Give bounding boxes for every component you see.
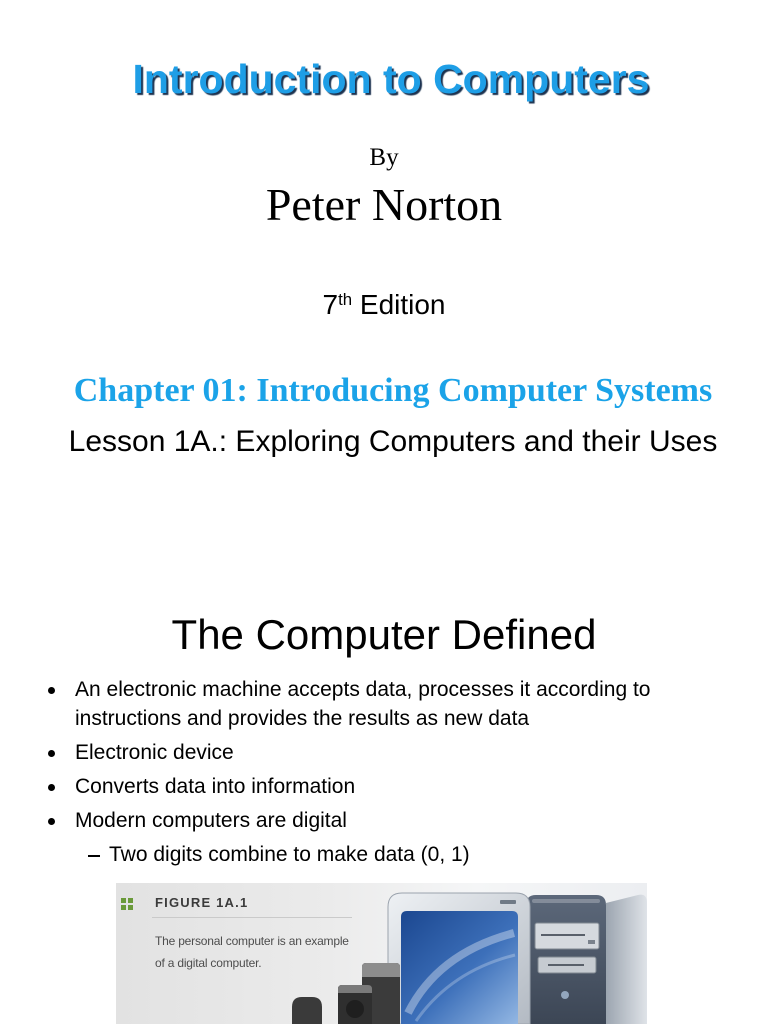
bullet-list (75, 675, 700, 874)
by-label: By (369, 144, 399, 171)
edition-line (0, 288, 768, 322)
bullet-item (75, 738, 700, 767)
edition-suffix: th (338, 289, 353, 309)
bullet-text: Electronic device (75, 741, 234, 764)
figure-caption-line: of a digital computer. (155, 956, 262, 970)
edition-label: Edition (359, 289, 446, 320)
speaker-back-top (362, 963, 400, 977)
figure-caption-line: The personal computer is an example (155, 934, 349, 948)
tower-top-highlight (532, 899, 600, 903)
bullet-text: An electronic machine accepts data, processes it according to instructions and provides the results as new data (75, 678, 651, 730)
bullet-dot-icon (48, 750, 55, 757)
bullet-dot-icon (48, 784, 55, 791)
figure-label: FIGURE 1A.1 (155, 895, 249, 910)
sub-bullet-dash-icon (88, 855, 100, 857)
speaker-grille (346, 1000, 364, 1018)
sub-bullet-text: Two digits combine to make data (0, 1) (109, 843, 470, 866)
optical-drive-slot (541, 934, 585, 936)
slide-heading: The Computer Defined (171, 611, 597, 658)
chapter-title: Chapter 01: Introducing Computer Systems (73, 372, 713, 409)
sub-bullet-list (109, 840, 700, 869)
bullet-item (75, 675, 700, 733)
power-button (561, 991, 569, 999)
tower-side (606, 895, 647, 1024)
figure-rule (152, 917, 352, 918)
edition-number: 7 (322, 289, 339, 320)
bullet-dot-icon (48, 818, 55, 825)
bullet-text: Modern computers are digital (75, 809, 347, 832)
floppy-drive-slot (548, 964, 584, 966)
bullet-item (75, 772, 700, 801)
figure (116, 883, 647, 1024)
lesson-title: Lesson 1A.: Exploring Computers and their Uses (68, 425, 718, 458)
bullet-item (75, 806, 700, 869)
slide-2 (0, 575, 768, 1024)
monitor-screen (401, 911, 518, 1024)
bullet-dot-icon (48, 687, 55, 694)
optical-drive-button (588, 940, 595, 944)
sub-bullet-item (109, 840, 700, 869)
presentation-title: Introduction to Computers (132, 56, 650, 102)
speaker-front-top (338, 985, 372, 993)
monitor-logo (500, 900, 516, 904)
bullet-text: Converts data into information (75, 775, 356, 798)
figure-marker-icon (121, 898, 133, 910)
author-name: Peter Norton (265, 179, 503, 230)
desk-device (292, 997, 322, 1024)
